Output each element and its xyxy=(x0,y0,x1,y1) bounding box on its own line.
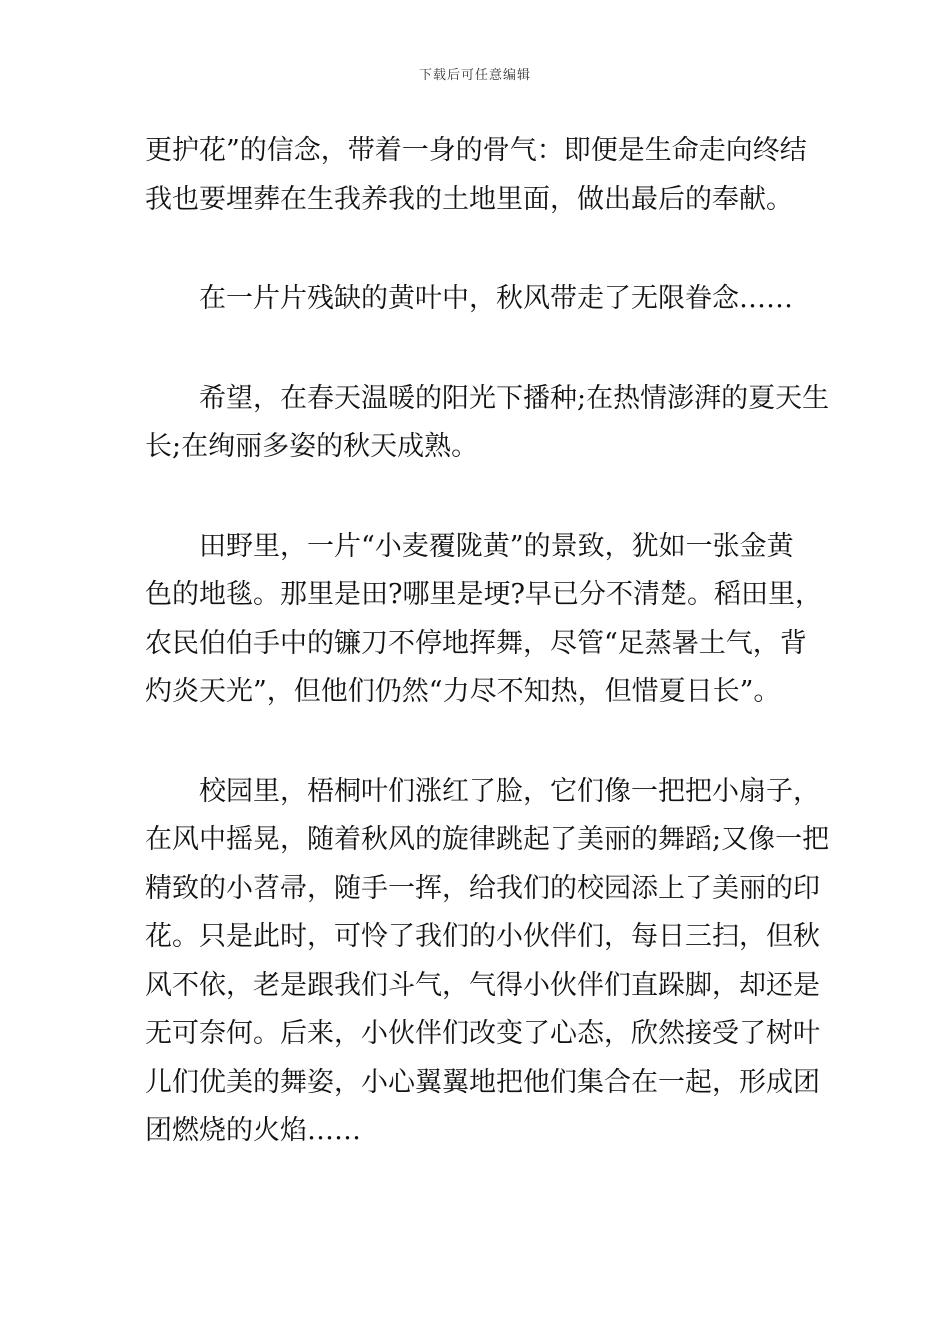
paragraph xyxy=(145,523,822,717)
text-line: 校园里，梧桐叶们涨红了脸，它们像一把把小扇子， xyxy=(199,775,820,807)
text-line: 农民伯伯手中的镰刀不停地挥舞，尽管“足蒸暑土气，背 xyxy=(145,627,807,659)
page-header: 下载后可任意编辑 xyxy=(418,68,531,83)
text-line: 儿们优美的舞姿，小心翼翼地把他们集合在一起，形成团 xyxy=(145,1066,820,1098)
document-body xyxy=(145,127,830,1156)
text-line: 灼炎天光”，但他们仍然“力尽不知热，但惜夏日长”。 xyxy=(145,676,781,707)
text-line: 在风中摇晃，随着秋风的旋律跳起了美丽的舞蹈;又像一把 xyxy=(145,824,830,855)
text-line: 田野里，一片“小麦覆陇黄”的景致，犹如一张金黄 xyxy=(199,530,794,562)
text-line: 团燃烧的火焰…… xyxy=(145,1115,361,1146)
text-line: 风不依，老是跟我们斗气，气得小伙伴们直跺脚，却还是 xyxy=(145,969,820,1001)
paragraph xyxy=(145,275,815,324)
text-line: 精致的小苕帚，随手一挥，给我们的校园添上了美丽的印 xyxy=(145,872,820,904)
text-line: 色的地毯。那里是田?哪里是埂?早已分不清楚。稻田里， xyxy=(145,579,822,610)
text-line: 在一片片残缺的黄叶中，秋风带走了无限眷念…… xyxy=(199,283,793,314)
paragraph xyxy=(145,768,830,1156)
text-line: 希望，在春天温暖的阳光下播种;在热情澎湃的夏天生 xyxy=(199,382,830,414)
paragraph xyxy=(145,127,815,224)
text-line: 无可奈何。后来，小伙伴们改变了心态，欣然接受了树叶 xyxy=(145,1018,820,1049)
text-line: 长;在绚丽多姿的秋天成熟。 xyxy=(145,431,479,462)
paragraph xyxy=(145,375,830,472)
text-line: 花。只是此时，可怜了我们的小伙伴们，每日三扫，但秋 xyxy=(145,921,820,952)
text-line: 我也要埋葬在生我养我的土地里面，做出最后的奉献。 xyxy=(145,183,793,215)
text-line: 更护花”的信念，带着一身的骨气：即便是生命走向终结 xyxy=(145,135,807,166)
